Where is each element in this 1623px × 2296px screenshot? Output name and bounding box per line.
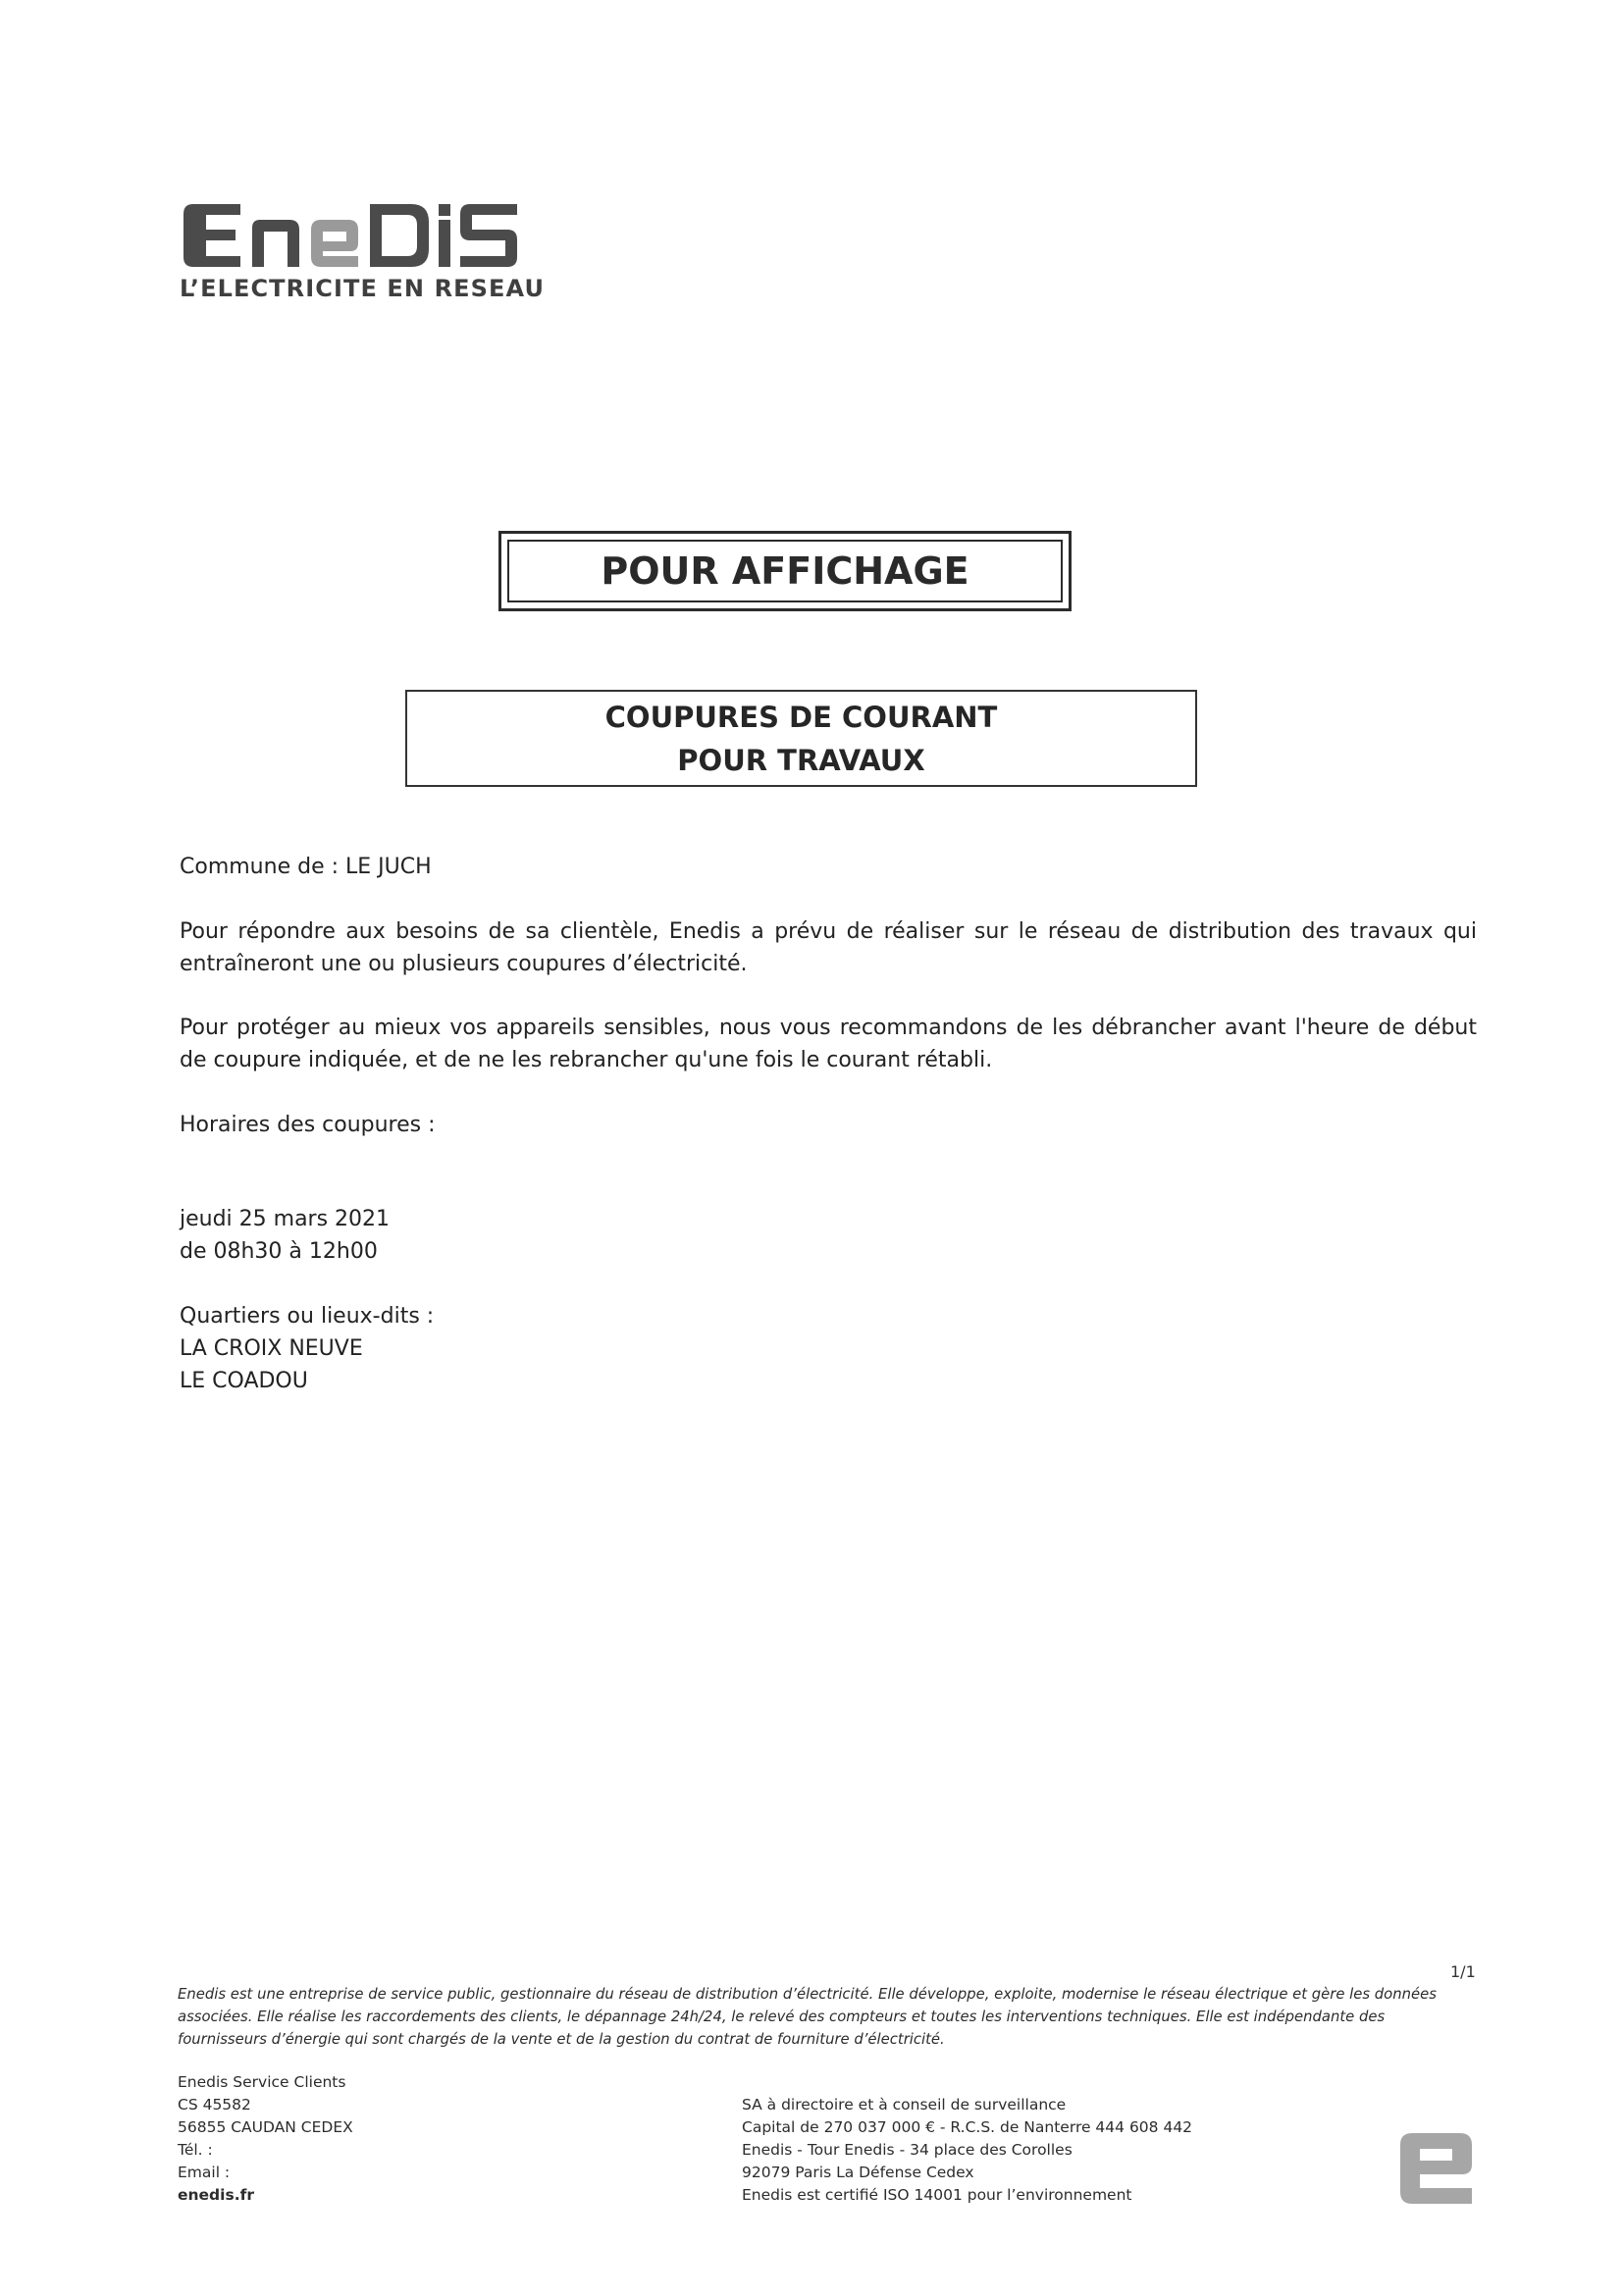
- service-clients-block: [178, 2071, 353, 2207]
- notice-title-line2: POUR TRAVAUX: [677, 743, 925, 777]
- paragraph-1: Pour répondre aux besoins de sa clientèle, Enedis a prévu de réaliser sur le réseau de distribution des travaux qui entraîneront une ou plusieurs coupures d’électricité.: [180, 919, 1477, 976]
- commune-line: Commune de : LE JUCH: [180, 855, 432, 879]
- quartiers-label: Quartiers ou lieux-dits :: [180, 1304, 435, 1329]
- affichage-banner: [498, 531, 1072, 611]
- company-info-line: SA à directoire et à conseil de surveillance: [742, 2096, 1067, 2113]
- horaires-label: Horaires des coupures :: [180, 1113, 436, 1137]
- company-info-line: Capital de 270 037 000 € - R.C.S. de Nanterre 444 608 442: [742, 2118, 1193, 2136]
- website-link[interactable]: enedis.fr: [178, 2186, 254, 2204]
- notice-title-line1: COUPURES DE COURANT: [604, 700, 998, 734]
- disclaimer-line: fournisseurs d’énergie qui sont chargés de la vente et de la gestion du contrat de fourniture d’électricité.: [178, 2031, 945, 2048]
- affichage-label: POUR AFFICHAGE: [507, 540, 1063, 602]
- company-info-line: Enedis - Tour Enedis - 34 place des Corolles: [742, 2141, 1073, 2159]
- logo-tagline: L’ELECTRICITE EN RESEAU: [180, 275, 546, 302]
- service-clients-line: Tél. :: [178, 2141, 213, 2159]
- location-item: LA CROIX NEUVE: [180, 1336, 363, 1361]
- company-info-line: 92079 Paris La Défense Cedex: [742, 2164, 974, 2181]
- company-info-block: [742, 2094, 1192, 2207]
- notice-title-box: [405, 690, 1197, 787]
- company-info-line: Enedis est certifié ISO 14001 pour l’environnement: [742, 2186, 1132, 2204]
- footer-disclaimer: [178, 1983, 1443, 2051]
- paragraph-2: Pour protéger au mieux vos appareils sensibles, nous vous recommandons de les débrancher avant l'heure de début de coupure indiquée, et de ne les rebrancher qu'une fois le courant rétabli.: [180, 1016, 1477, 1072]
- service-clients-line: Enedis Service Clients: [178, 2073, 346, 2091]
- disclaimer-line: associées. Elle réalise les raccordements des clients, le dépannage 24h/24, le relevé des compteurs et toutes les interventions techniques. Elle est indépendante des: [178, 2009, 1386, 2025]
- location-item: LE COADOU: [180, 1369, 308, 1393]
- service-clients-line: Email :: [178, 2164, 231, 2181]
- disclaimer-line: Enedis est une entreprise de service public, gestionnaire du réseau de distribution d’électricité. Elle développe, exploite, modernise le réseau électrique et gère les données: [178, 1986, 1437, 2003]
- enedis-e-logo-icon: [1398, 2131, 1474, 2206]
- outage-date: jeudi 25 mars 2021: [180, 1207, 391, 1231]
- enedis-logo: [180, 186, 521, 273]
- page-number: 1/1: [1450, 1962, 1476, 1981]
- outage-time: de 08h30 à 12h00: [180, 1239, 378, 1264]
- service-clients-line: CS 45582: [178, 2096, 251, 2113]
- service-clients-line: 56855 CAUDAN CEDEX: [178, 2118, 353, 2136]
